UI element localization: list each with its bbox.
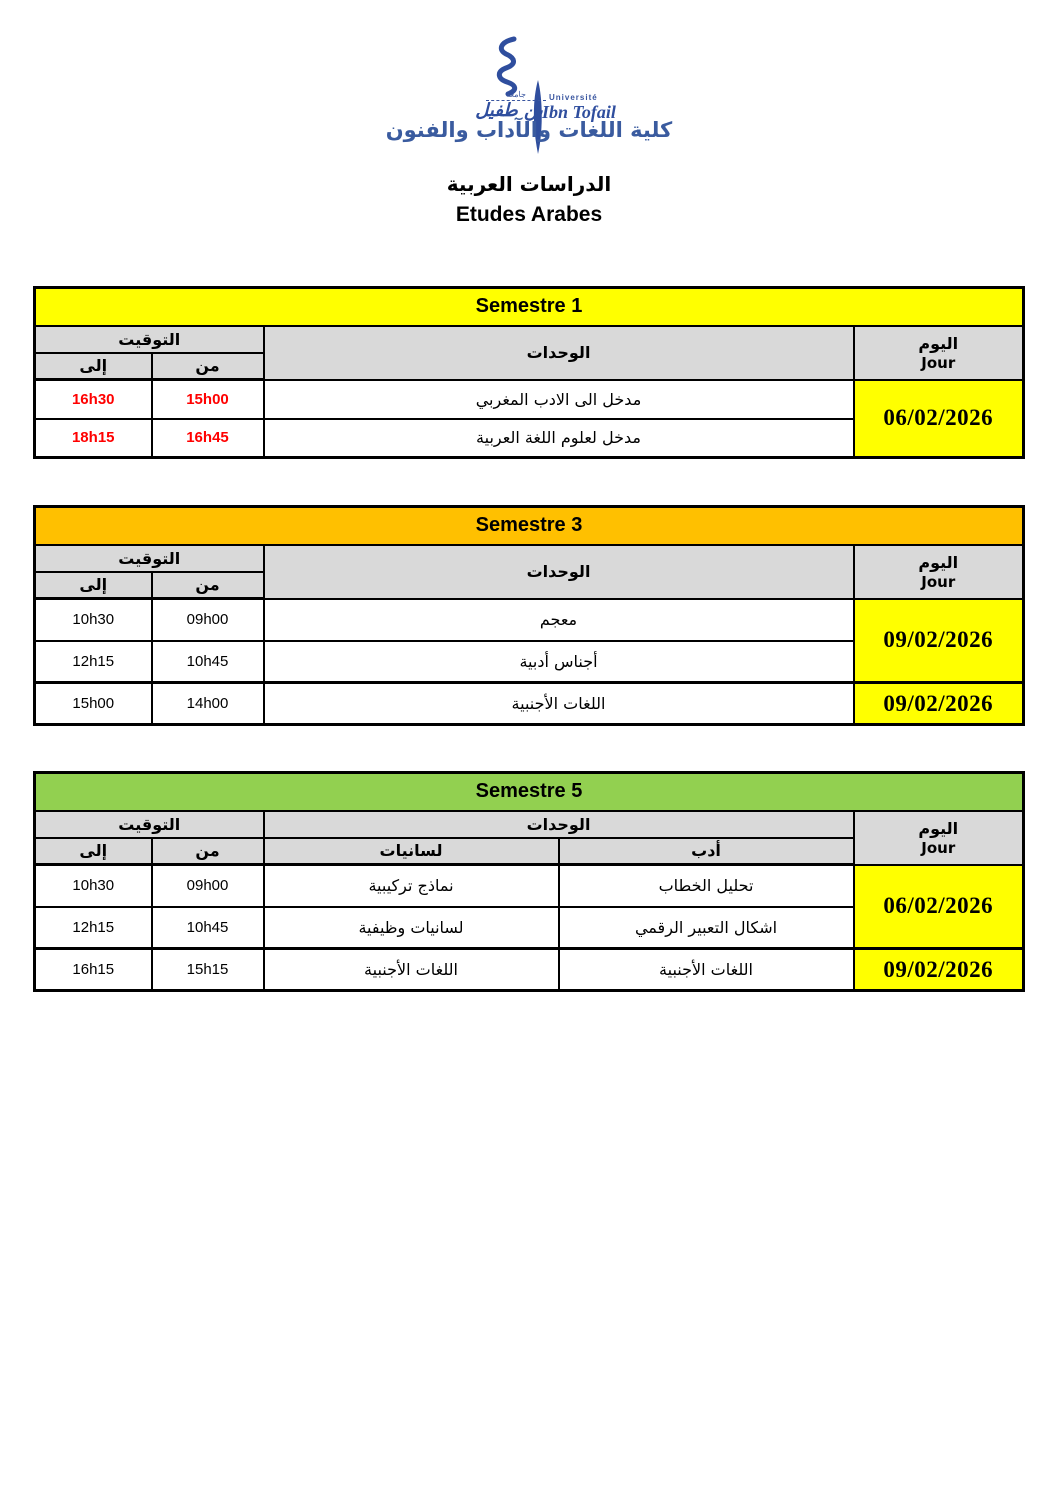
from-header: من — [152, 353, 264, 380]
day-header — [854, 545, 1024, 599]
to-header: إلى — [35, 353, 152, 380]
from-header: من — [152, 572, 264, 599]
to-header: إلى — [35, 838, 152, 865]
logo-universite-label: Université — [549, 93, 598, 102]
literature-unit-cell: اللغات الأجنبية — [559, 949, 854, 991]
university-logo — [452, 36, 662, 162]
unit-cell: مدخل لعلوم اللغة العربية — [264, 419, 854, 458]
faculty-name: كلية اللغات والآداب والفنون — [385, 118, 673, 142]
time-from-cell: 09h00 — [152, 865, 264, 907]
exam-date-cell: 06/02/2026 — [854, 380, 1024, 458]
time-to-cell: 12h15 — [35, 641, 152, 683]
exam-date-cell: 09/02/2026 — [854, 949, 1024, 991]
time-from-cell: 15h15 — [152, 949, 264, 991]
semestre-5-banner: Semestre 5 — [35, 773, 1024, 811]
time-from-cell: 14h00 — [152, 683, 264, 725]
time-to-cell: 16h30 — [35, 380, 152, 419]
logo-university-arabic-small: جامعة — [486, 90, 546, 101]
linguistics-header: لسانيات — [264, 838, 559, 865]
units-header: الوحدات — [264, 326, 854, 380]
time-to-cell: 16h15 — [35, 949, 152, 991]
time-from-cell: 10h45 — [152, 641, 264, 683]
from-header: من — [152, 838, 264, 865]
time-from-cell: 09h00 — [152, 599, 264, 641]
day-header-french: Jour — [921, 573, 956, 592]
unit-cell: مدخل الى الادب المغربي — [264, 380, 854, 419]
units-header: الوحدات — [264, 545, 854, 599]
page-title-french: Etudes Arabes — [455, 203, 603, 226]
exam-date-cell: 06/02/2026 — [854, 865, 1024, 949]
unit-cell: اللغات الأجنبية — [264, 683, 854, 725]
semestre-1-banner: Semestre 1 — [35, 288, 1024, 326]
semestre-1-table — [33, 286, 1025, 459]
logo-university-arabic-calligraphy: بن طفيل — [475, 100, 543, 121]
semestre-3-banner: Semestre 3 — [35, 507, 1024, 545]
exam-date-cell: 09/02/2026 — [854, 683, 1024, 725]
unit-cell: أجناس أدبية — [264, 641, 854, 683]
units-header: الوحدات — [264, 811, 854, 838]
literature-unit-cell: اشكال التعبير الرقمي — [559, 907, 854, 949]
linguistics-unit-cell: نماذج تركيبية — [264, 865, 559, 907]
time-to-cell: 10h30 — [35, 865, 152, 907]
day-header-arabic: اليوم — [918, 552, 959, 572]
literature-unit-cell: تحليل الخطاب — [559, 865, 854, 907]
semestre-5-table — [33, 771, 1025, 992]
semestre-3-table — [33, 505, 1025, 726]
time-from-cell: 16h45 — [152, 419, 264, 458]
time-to-cell: 18h15 — [35, 419, 152, 458]
logo-universite-name: Ibn Tofail — [542, 102, 616, 122]
time-to-cell: 15h00 — [35, 683, 152, 725]
timing-header: التوقيت — [35, 326, 264, 353]
day-header-arabic: اليوم — [918, 818, 959, 838]
to-header: إلى — [35, 572, 152, 599]
exam-date-cell: 09/02/2026 — [854, 599, 1024, 683]
day-header — [854, 811, 1024, 865]
linguistics-unit-cell: لسانيات وظيفية — [264, 907, 559, 949]
linguistics-unit-cell: اللغات الأجنبية — [264, 949, 559, 991]
time-from-cell: 15h00 — [152, 380, 264, 419]
day-header — [854, 326, 1024, 380]
logo-calligraphy-icon — [474, 36, 534, 98]
timing-header: التوقيت — [35, 545, 264, 572]
page-title-arabic: الدراسات العربية — [446, 172, 612, 196]
day-header-arabic: اليوم — [918, 333, 959, 353]
literature-header: أدب — [559, 838, 854, 865]
time-from-cell: 10h45 — [152, 907, 264, 949]
unit-cell: معجم — [264, 599, 854, 641]
day-header-french: Jour — [921, 839, 956, 858]
time-to-cell: 12h15 — [35, 907, 152, 949]
timing-header: التوقيت — [35, 811, 264, 838]
time-to-cell: 10h30 — [35, 599, 152, 641]
day-header-french: Jour — [921, 354, 956, 373]
